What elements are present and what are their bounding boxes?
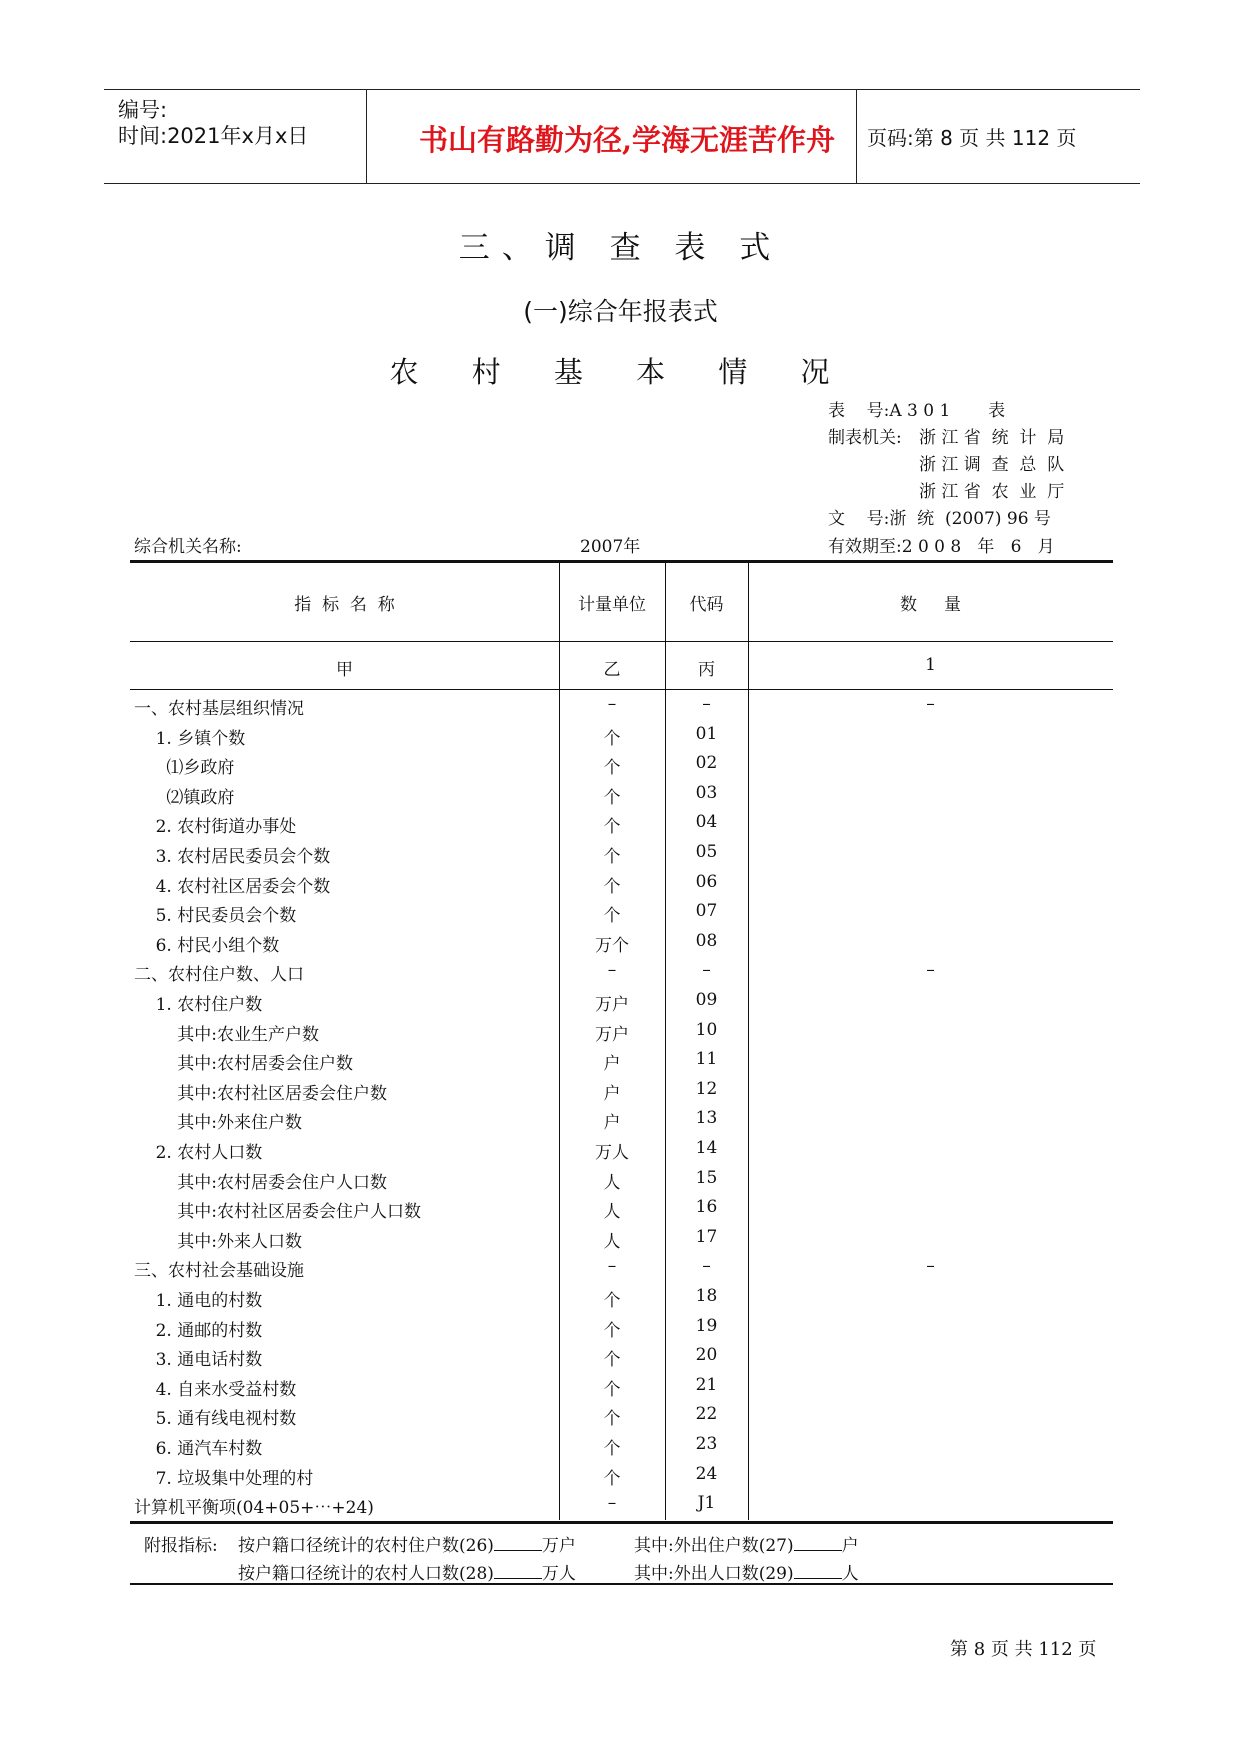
- row-unit: 万人: [595, 1143, 629, 1163]
- row-name: 6. 村民小组个数: [134, 935, 280, 956]
- row-code: 02: [695, 753, 718, 774]
- table-header-rule: [130, 641, 1113, 642]
- row-unit: 万个: [595, 935, 629, 956]
- row-code: 13: [695, 1108, 718, 1129]
- row-name: 1. 通电的村数: [134, 1291, 263, 1311]
- row-unit: 个: [603, 1409, 621, 1430]
- header-code: 代码: [689, 595, 724, 615]
- row-code: 16: [695, 1197, 718, 1218]
- row-code: 23: [695, 1434, 718, 1454]
- row-name: 1. 农村住户数: [134, 995, 263, 1015]
- row-unit: 户: [603, 1054, 621, 1075]
- row-quantity[interactable]: –: [926, 960, 935, 981]
- row-code: 01: [695, 723, 718, 744]
- row-unit: 个: [603, 728, 621, 749]
- row-code: 11: [695, 1049, 718, 1070]
- row-name: 其中:农村社区居委会住户数: [134, 1083, 387, 1104]
- row-unit: –: [607, 694, 617, 714]
- agency-name-label: 综合机关名称:: [134, 537, 242, 557]
- header-quantity: 数 量: [899, 595, 962, 615]
- appendix-label: 附报指标:: [144, 1536, 218, 1556]
- row-unit: 个: [603, 847, 621, 867]
- row-name: 5. 通有线电视村数: [134, 1409, 297, 1430]
- row-unit: –: [607, 1256, 617, 1277]
- appendix-line-2b: [634, 1559, 859, 1584]
- header-divider: [856, 90, 857, 183]
- row-name: 5. 村民委员会个数: [134, 906, 297, 927]
- row-code: 21: [695, 1374, 718, 1395]
- subsection-title: (一)综合年报表式: [523, 297, 718, 326]
- issuing-org-line: 浙 江 调 查 总 队: [919, 455, 1065, 475]
- row-name: 3. 通电话村数: [134, 1350, 263, 1371]
- row-name: 2. 农村街道办事处: [134, 817, 297, 838]
- row-code: 09: [695, 990, 718, 1010]
- report-year: 2007年: [580, 537, 641, 557]
- form-title: 农 村 基 本 情 况: [389, 355, 852, 389]
- row-code: 15: [695, 1167, 718, 1188]
- row-name: 4. 自来水受益村数: [134, 1379, 297, 1400]
- row-code: 14: [695, 1138, 718, 1158]
- subheader-name: 甲: [336, 660, 353, 680]
- blank-field[interactable]: [794, 1564, 842, 1579]
- row-name: 其中:农村社区居委会住户人口数: [134, 1202, 421, 1223]
- row-unit: 个: [603, 817, 621, 838]
- row-unit: 个: [603, 1320, 621, 1341]
- appendix-line-2: [238, 1559, 576, 1584]
- row-code: 22: [695, 1404, 718, 1425]
- row-code: 04: [695, 812, 718, 833]
- appendix-unit: 人: [841, 1564, 859, 1584]
- row-name: 其中:农业生产户数: [134, 1024, 319, 1045]
- appendix-item: 按户籍口径统计的农村人口数(28): [238, 1564, 494, 1584]
- row-unit: 个: [603, 906, 621, 927]
- row-name: ⑴乡政府: [134, 758, 235, 779]
- issuing-org-line: 浙 江 省 农 业 厅: [919, 482, 1065, 502]
- row-name: 二、农村住户数、人口: [134, 965, 304, 986]
- row-unit: 万户: [595, 995, 629, 1015]
- appendix-unit: 万人: [541, 1564, 576, 1584]
- row-name: 其中:外来人口数: [134, 1231, 302, 1252]
- form-number: 表 号:A 3 0 1 表: [828, 401, 1006, 421]
- row-name: 一、农村基层组织情况: [134, 699, 304, 719]
- row-unit: 万户: [595, 1024, 629, 1045]
- row-unit: 人: [603, 1231, 621, 1252]
- page-info: 页码:第 8 页 共 112 页: [867, 126, 1077, 150]
- table-bottom-rule: [130, 1521, 1113, 1524]
- header-name: 指 标 名 称: [294, 595, 395, 615]
- page-header: [104, 89, 1140, 184]
- row-code: 06: [695, 871, 718, 892]
- row-unit: 个: [603, 758, 621, 779]
- row-name: 1. 乡镇个数: [134, 728, 246, 749]
- appendix-unit: 万户: [541, 1536, 576, 1556]
- appendix-item: 其中:外出住户数(27): [634, 1536, 794, 1556]
- row-name: 其中:外来住户数: [134, 1113, 302, 1134]
- row-unit: 个: [603, 876, 621, 897]
- valid-until: 有效期至:2 0 0 8 年 6 月: [828, 537, 1055, 557]
- row-name: 3. 农村居民委员会个数: [134, 847, 331, 867]
- appendix-unit: 户: [841, 1536, 859, 1556]
- appendix-line-1: [238, 1531, 576, 1556]
- row-unit: 个: [603, 787, 621, 808]
- subheader-quantity: 1: [925, 655, 936, 675]
- row-name: 其中:农村居委会住户人口数: [134, 1172, 387, 1193]
- appendix-item: 按户籍口径统计的农村住户数(26): [238, 1536, 494, 1556]
- row-unit: 个: [603, 1379, 621, 1400]
- row-name: 6. 通汽车村数: [134, 1439, 263, 1459]
- row-code: 18: [695, 1286, 718, 1306]
- row-name: 4. 农村社区居委会个数: [134, 876, 331, 897]
- header-divider: [366, 90, 367, 183]
- row-name: 其中:农村居委会住户数: [134, 1054, 353, 1075]
- row-code: J1: [697, 1493, 716, 1514]
- header-unit: 计量单位: [578, 595, 646, 615]
- table-subheader-rule: [130, 689, 1113, 690]
- row-unit: 个: [603, 1439, 621, 1459]
- row-name: 2. 农村人口数: [134, 1143, 263, 1163]
- motto: 书山有路勤为径,学海无涯苦作舟: [418, 123, 836, 157]
- row-code: 12: [695, 1078, 718, 1099]
- blank-field[interactable]: [494, 1536, 542, 1551]
- issuing-org-label: 制表机关:: [828, 428, 902, 448]
- row-quantity[interactable]: –: [926, 1256, 935, 1277]
- appendix-item: 其中:外出人口数(29): [634, 1564, 794, 1584]
- row-unit: 人: [603, 1202, 621, 1223]
- serial-label: 编号:: [118, 98, 168, 122]
- document-number: 文 号:浙 统 (2007) 96 号: [828, 509, 1051, 529]
- row-code: 05: [695, 842, 718, 862]
- page-footer: 第 8 页 共 112 页: [950, 1639, 1097, 1660]
- time-label: 时间:2021年x月x日: [118, 124, 309, 148]
- row-unit: –: [607, 1493, 617, 1514]
- row-name: 2. 通邮的村数: [134, 1320, 263, 1341]
- row-unit: 人: [603, 1172, 621, 1193]
- row-unit: 个: [603, 1291, 621, 1311]
- row-code: 19: [695, 1315, 718, 1336]
- row-unit: 个: [603, 1350, 621, 1371]
- subheader-unit: 乙: [603, 660, 621, 680]
- row-unit: 户: [603, 1083, 621, 1104]
- appendix-line-1b: [634, 1531, 859, 1556]
- issuing-org-line: 浙 江 省 统 计 局: [919, 428, 1065, 448]
- row-code: –: [702, 960, 711, 981]
- row-code: 03: [695, 782, 718, 803]
- row-code: 17: [695, 1226, 718, 1247]
- row-unit: –: [607, 960, 617, 981]
- row-name: ⑵镇政府: [134, 787, 235, 808]
- row-name: 计算机平衡项(04+05+⋯+24): [134, 1498, 374, 1519]
- row-code: –: [702, 1256, 711, 1277]
- table-top-rule: [130, 560, 1113, 563]
- section-title: 三、调 查 表 式: [458, 230, 783, 266]
- row-code: 10: [695, 1019, 718, 1040]
- blank-field[interactable]: [794, 1536, 842, 1551]
- row-code: 20: [695, 1345, 718, 1366]
- row-code: 07: [695, 901, 718, 922]
- blank-field[interactable]: [494, 1564, 542, 1579]
- row-code: 24: [695, 1463, 718, 1484]
- row-code: –: [702, 694, 711, 714]
- row-name: 7. 垃圾集中处理的村: [134, 1468, 314, 1489]
- row-name: 三、农村社会基础设施: [134, 1261, 304, 1282]
- row-unit: 个: [603, 1468, 621, 1489]
- row-code: 08: [695, 930, 718, 951]
- subheader-code: 丙: [698, 660, 715, 680]
- row-quantity[interactable]: –: [926, 694, 935, 714]
- row-unit: 户: [603, 1113, 621, 1134]
